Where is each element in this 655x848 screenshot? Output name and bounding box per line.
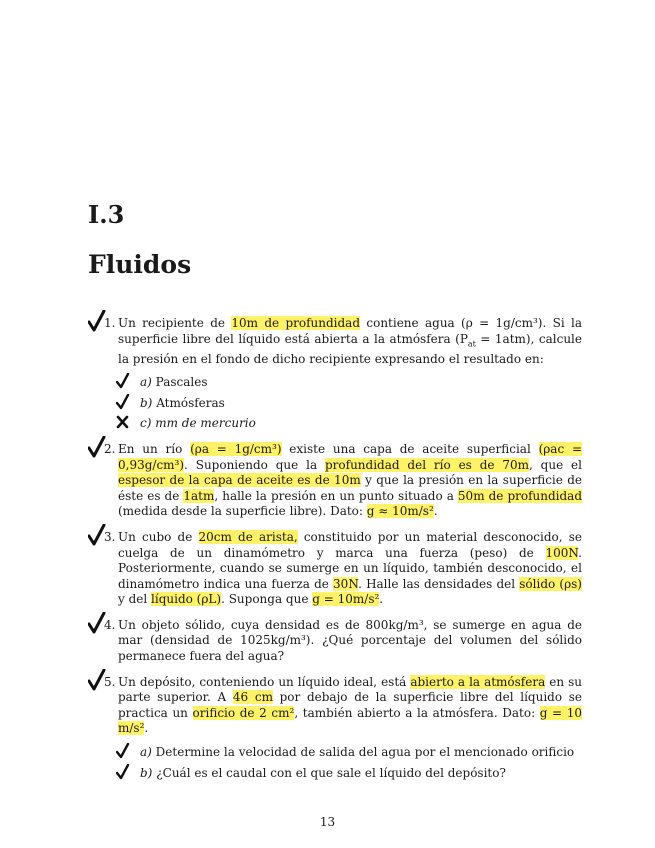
problem-2 bbox=[88, 442, 582, 520]
problem-number: 5. bbox=[104, 674, 116, 689]
check-mark-icon bbox=[116, 743, 130, 759]
problem-1 bbox=[88, 316, 582, 432]
sub-question-list bbox=[118, 745, 582, 781]
highlight: 46 cm bbox=[232, 690, 273, 705]
problem-text: Un cubo de 20cm de arista, constituido por un material desconocido, se cuelga de un dinamómetro y marca una fuerza (peso) de 100N. Posteriormente, cuando se sumerge en un líquido, también desconocido, el dinamómetro indica una fuerza de 30N. Halle las densidades del sólido (ρs) y del líquido (ρL). Suponga que g = 10m/s². bbox=[118, 529, 582, 607]
chapter-number: I.3 bbox=[88, 200, 125, 229]
highlight: 1atm bbox=[183, 488, 215, 503]
problem-3 bbox=[88, 530, 582, 608]
problem-list bbox=[88, 316, 582, 791]
sub-question: a) Pascales bbox=[118, 375, 582, 391]
highlight: líquido (ρL) bbox=[151, 592, 222, 607]
highlight: sólido (ρs) bbox=[519, 576, 582, 591]
problem-number: 3. bbox=[104, 529, 116, 544]
check-mark-icon bbox=[116, 764, 130, 780]
highlight: g = 10m/s² bbox=[312, 592, 380, 607]
problem-number: 1. bbox=[104, 316, 116, 330]
highlight: orificio de 2 cm² bbox=[192, 705, 295, 720]
problem-number: 4. bbox=[104, 617, 116, 632]
problem-5 bbox=[88, 675, 582, 782]
check-mark-icon bbox=[116, 373, 130, 389]
check-mark-icon bbox=[116, 394, 130, 410]
sub-question-list bbox=[118, 375, 582, 432]
highlight: 20cm de arista, bbox=[198, 529, 298, 544]
highlight: 30N bbox=[333, 576, 359, 591]
problem-4 bbox=[88, 618, 582, 665]
problem-text: Un depósito, conteniendo un líquido ideal, está abierto a la atmósfera en su parte superior. A 46 cm por debajo de la superficie libre del líquido se practica un orificio de 2 cm², también abierto a la atmósfera. Dato: g = 10 m/s². bbox=[118, 674, 582, 736]
problem-text: Un objeto sólido, cuya densidad es de 800kg/m³, se sumerge en agua de mar (densidad de 1025kg/m³). ¿Qué porcentaje del volumen del sólido permanece fuera del agua? bbox=[118, 617, 582, 664]
problem-text: En un río (ρa = 1g/cm³) existe una capa de aceite superficial (ρac = 0,93g/cm³). Suponiendo que la profundidad del río es de 70m, que el espesor de la capa de aceite es de 10m y que la presión en la superficie de éste es de 1atm, halle la presión en un punto situado a 50m de profundidad (medida desde la superficie libre). Dato: g ≈ 10m/s². bbox=[118, 441, 583, 519]
highlight: espesor de la capa de aceite es de 10m bbox=[118, 473, 361, 488]
sub-question: b) Atmósferas bbox=[118, 396, 582, 412]
page-number: 13 bbox=[319, 815, 336, 829]
highlight: profundidad del río es de 70m bbox=[324, 457, 529, 472]
highlight: 10m de profundidad bbox=[231, 316, 361, 330]
highlight: 100N bbox=[545, 545, 579, 560]
chapter-title: Fluidos bbox=[88, 250, 192, 279]
highlight: (ρa = 1g/cm³) bbox=[190, 441, 282, 456]
highlight: g = 10 m/s² bbox=[118, 705, 582, 736]
problem-number: 2. bbox=[104, 441, 116, 456]
highlight: 50m de profundidad bbox=[457, 488, 583, 503]
sub-question: c) mm de mercurio bbox=[118, 416, 582, 432]
sub-question: a) Determine la velocidad de salida del agua por el mencionado orificio bbox=[118, 745, 582, 761]
highlight: g ≈ 10m/s² bbox=[366, 504, 434, 519]
cross-mark-icon bbox=[116, 414, 130, 430]
problem-text: Un recipiente de 10m de profundidad contiene agua (ρ = 1g/cm³). Si la superficie libre del líquido está abierta a la atmósfera $(P_{at} = 1atm)$, calcule la presión en el fondo de dicho recipiente expresando el resultado en: bbox=[118, 316, 583, 366]
sub-question: b) ¿Cuál es el caudal con el que sale el líquido del depósito? bbox=[118, 766, 582, 782]
highlight: (ρac = 0,93g/cm³) bbox=[118, 441, 583, 472]
highlight: abierto a la atmósfera bbox=[410, 674, 546, 689]
